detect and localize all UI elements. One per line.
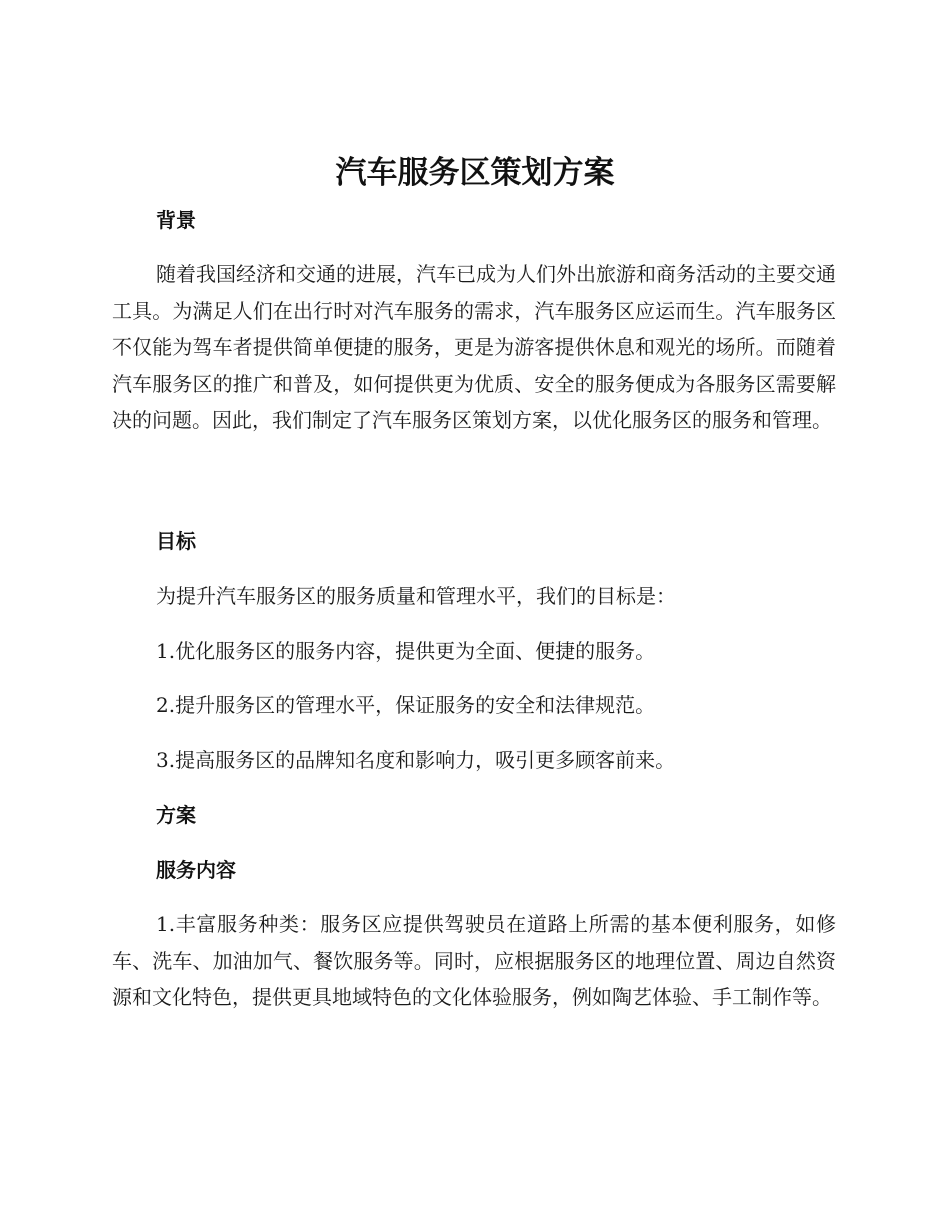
heading-service-content: 服务内容: [156, 858, 236, 882]
heading-goal: 目标: [156, 529, 196, 553]
goal-item-2: 2.提升服务区的管理水平，保证服务的安全和法律规范。: [156, 693, 656, 717]
goal-item-1: 1.优化服务区的服务内容，提供更为全面、便捷的服务。: [156, 639, 656, 663]
document-title: 汽车服务区策划方案: [335, 155, 615, 191]
heading-background: 背景: [156, 208, 196, 232]
paragraph-service-content: 1.丰富服务种类：服务区应提供驾驶员在道路上所需的基本便利服务，如修车、洗车、加油加气、餐饮服务等。同时，应根据服务区的地理位置、周边自然资源和文化特色，提供更具地域特色的文化体验服务，例如陶艺体验、手工制作等。: [112, 912, 836, 1009]
goal-item-3: 3.提高服务区的品牌知名度和影响力，吸引更多顾客前来。: [156, 748, 676, 772]
paragraph-background: 随着我国经济和交通的进展，汽车已成为人们外出旅游和商务活动的主要交通工具。为满足人们在出行时对汽车服务的需求，汽车服务区应运而生。汽车服务区不仅能为驾车者提供简单便捷的服务，更是为游客提供休息和观光的场所。而随着汽车服务区的推广和普及，如何提供更为优质、安全的服务便成为各服务区需要解决的问题。因此，我们制定了汽车服务区策划方案，以优化服务区的服务和管理。: [112, 262, 836, 432]
heading-plan: 方案: [156, 803, 196, 827]
goal-intro: 为提升汽车服务区的服务质量和管理水平，我们的目标是：: [156, 584, 676, 608]
